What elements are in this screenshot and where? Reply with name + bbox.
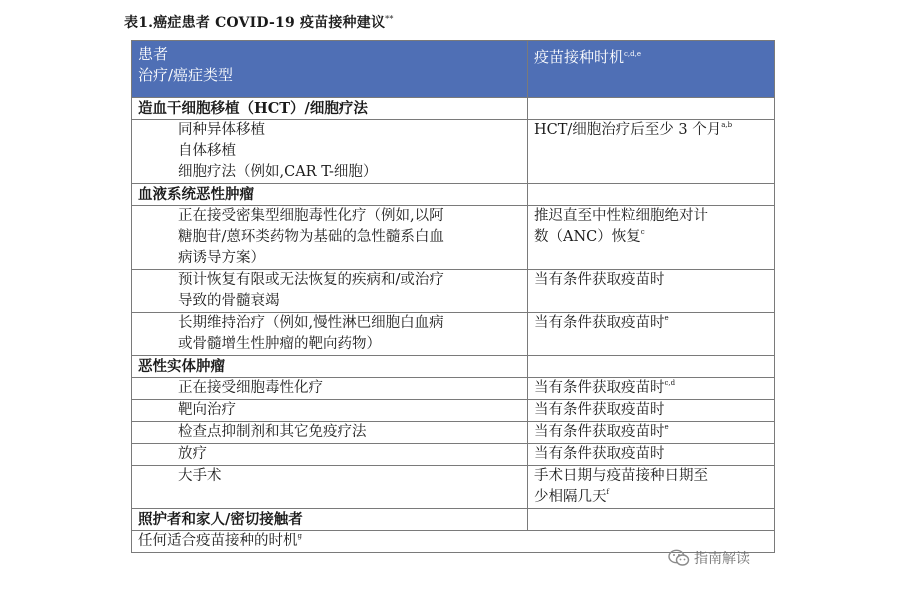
table-row xyxy=(132,444,775,466)
treatment-line: 糖胞苷/蒽环类药物为基础的急性髓系白血 xyxy=(178,229,444,245)
section-row xyxy=(132,98,775,120)
treatment-line: 自体移植 xyxy=(178,143,236,159)
section-title: 造血干细胞移植（HCT）/细胞疗法 xyxy=(132,98,528,120)
timing-cell xyxy=(528,270,775,313)
section-empty-cell xyxy=(528,356,775,378)
timing-cell xyxy=(528,313,775,356)
timing-line xyxy=(534,313,768,334)
caregiver-timing-text: 任何适合疫苗接种的时机 xyxy=(138,533,298,549)
treatment-line: 正在接受密集型细胞毒性化疗（例如,以阿 xyxy=(178,208,444,224)
treatment-cell xyxy=(132,378,528,400)
timing-line xyxy=(534,466,768,487)
timing-note: e xyxy=(664,314,669,322)
timing-text: 推迟直至中性粒细胞绝对计 xyxy=(534,208,708,224)
section-empty-cell xyxy=(528,509,775,531)
watermark xyxy=(668,548,750,568)
timing-note: e xyxy=(664,423,669,431)
table-body xyxy=(132,98,775,553)
treatment-line: 靶向治疗 xyxy=(178,402,236,418)
section-row xyxy=(132,356,775,378)
treatment-line: 长期维持治疗（例如,慢性淋巴细胞白血病 xyxy=(178,315,444,331)
timing-line xyxy=(534,270,768,291)
treatment-cell xyxy=(132,313,528,356)
timing-note: c,d xyxy=(664,379,676,387)
treatment-line: 或骨髓增生性肿瘤的靶向药物） xyxy=(178,336,381,352)
header-timing-label: 疫苗接种时机 xyxy=(534,48,625,66)
header-treatment-label: 治疗/癌症类型 xyxy=(138,66,234,84)
timing-cell xyxy=(528,444,775,466)
treatment-line: 细胞疗法（例如,CAR T-细胞） xyxy=(178,164,378,180)
treatment-line: 检查点抑制剂和其它免疫疗法 xyxy=(178,424,367,440)
timing-text: 当有条件获取疫苗时 xyxy=(534,402,665,418)
timing-text: 当有条件获取疫苗时 xyxy=(534,272,665,288)
treatment-line: 放疗 xyxy=(178,446,207,462)
caption-mark: ** xyxy=(385,14,394,24)
table-row xyxy=(132,206,775,270)
wechat-icon xyxy=(668,549,690,567)
timing-line xyxy=(534,378,768,399)
treatment-cell xyxy=(132,400,528,422)
treatment-cell xyxy=(132,270,528,313)
timing-text: 手术日期与疫苗接种日期至 xyxy=(534,468,708,484)
watermark-text: 指南解读 xyxy=(694,551,750,567)
caption-text: 表1.癌症患者 COVID-19 疫苗接种建议 xyxy=(124,15,386,31)
table-caption xyxy=(124,12,394,32)
treatment-line: 预计恢复有限或无法恢复的疾病和/或治疗 xyxy=(178,272,444,288)
section-title: 血液系统恶性肿瘤 xyxy=(132,184,528,206)
timing-text: 当有条件获取疫苗时 xyxy=(534,424,665,440)
timing-line xyxy=(534,400,768,421)
table-row xyxy=(132,378,775,400)
timing-text: 当有条件获取疫苗时 xyxy=(534,446,665,462)
timing-note: f xyxy=(606,488,610,496)
section-empty-cell xyxy=(528,184,775,206)
treatment-cell xyxy=(132,466,528,509)
treatment-cell xyxy=(132,444,528,466)
timing-line xyxy=(534,422,768,443)
timing-text: 少相隔几天 xyxy=(534,489,607,505)
treatment-line: 大手术 xyxy=(178,468,222,484)
table-row xyxy=(132,422,775,444)
section-title: 照护者和家人/密切接触者 xyxy=(132,509,528,531)
section-row xyxy=(132,509,775,531)
timing-note: c xyxy=(640,228,645,236)
timing-cell xyxy=(528,206,775,270)
caregiver-timing-note: g xyxy=(297,532,302,540)
timing-line xyxy=(534,227,768,248)
table-row xyxy=(132,120,775,184)
timing-text: 数（ANC）恢复 xyxy=(534,229,641,245)
section-empty-cell xyxy=(528,98,775,120)
timing-text: 当有条件获取疫苗时 xyxy=(534,315,665,331)
treatment-cell xyxy=(132,422,528,444)
timing-cell xyxy=(528,422,775,444)
section-title: 恶性实体肿瘤 xyxy=(132,356,528,378)
vaccine-recommendation-table xyxy=(131,40,775,553)
timing-line xyxy=(534,487,768,508)
table-row xyxy=(132,270,775,313)
treatment-cell xyxy=(132,120,528,184)
treatment-cell xyxy=(132,206,528,270)
timing-line xyxy=(534,444,768,465)
header-patient-label: 患者 xyxy=(138,45,169,63)
treatment-line: 导致的骨髓衰竭 xyxy=(178,293,280,309)
header-patient xyxy=(132,41,528,98)
treatment-line: 同种异体移植 xyxy=(178,122,265,138)
timing-cell xyxy=(528,400,775,422)
timing-note: a,b xyxy=(721,121,733,129)
timing-line xyxy=(534,206,768,227)
header-timing-note: c,d,e xyxy=(624,50,642,58)
table-row xyxy=(132,466,775,509)
timing-cell xyxy=(528,466,775,509)
table-row xyxy=(132,400,775,422)
section-row xyxy=(132,184,775,206)
treatment-line: 正在接受细胞毒性化疗 xyxy=(178,380,323,396)
treatment-line: 病诱导方案） xyxy=(178,250,265,266)
timing-cell xyxy=(528,120,775,184)
timing-text: HCT/细胞治疗后至少 3 个月 xyxy=(534,122,722,138)
header-timing xyxy=(528,41,775,98)
table-header-row xyxy=(132,41,775,98)
timing-line xyxy=(534,120,768,141)
table-row xyxy=(132,313,775,356)
timing-text: 当有条件获取疫苗时 xyxy=(534,380,665,396)
timing-cell xyxy=(528,378,775,400)
